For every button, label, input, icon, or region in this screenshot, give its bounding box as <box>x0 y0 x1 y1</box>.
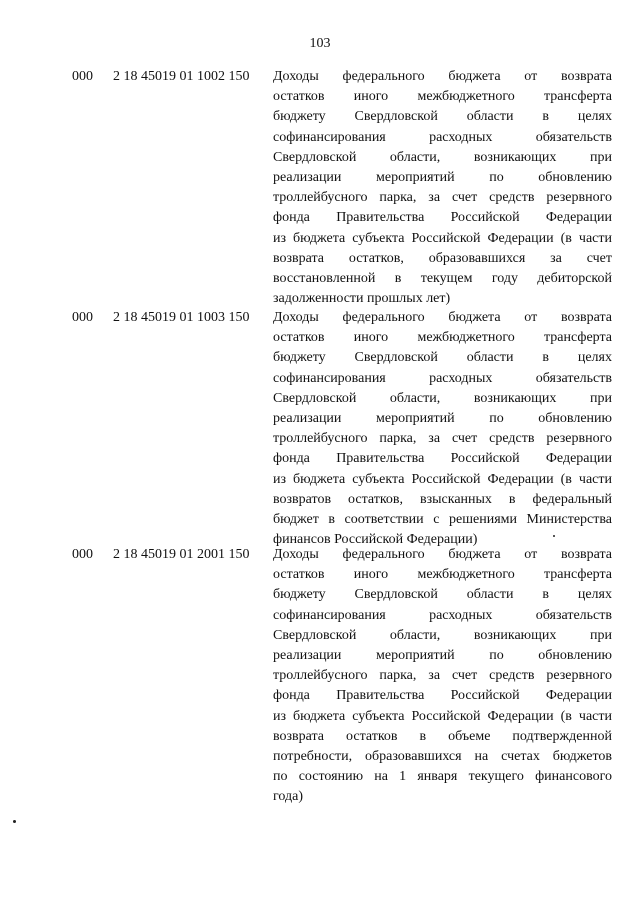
budget-classification-code: 2 18 45019 01 2001 150 <box>113 547 250 562</box>
description-line: Свердловской области, возникающих при <box>273 149 612 165</box>
description-line: бюджету Свердловской области в целях <box>273 350 612 366</box>
description-line: из бюджета субъекта Российской Федерации (в части <box>273 708 612 724</box>
description-line: фонда Правительства Российской Федерации <box>273 451 612 467</box>
description-line: по состоянию на 1 января текущего финансового <box>273 769 612 785</box>
description-line: софинансирования расходных обязательств <box>273 129 612 145</box>
description-line: реализации мероприятий по обновлению <box>273 410 612 426</box>
description-line: софинансирования расходных обязательств <box>273 370 612 386</box>
description-line: троллейбусного парка, за счет средств резервного <box>273 668 612 684</box>
description-line: бюджету Свердловской области в целях <box>273 109 612 125</box>
entry-1003 <box>0 308 640 553</box>
income-description <box>273 67 612 309</box>
description-line: троллейбусного парка, за счет средств резервного <box>273 431 612 447</box>
admin-code: 000 <box>72 69 93 84</box>
description-line: бюджету Свердловской области в целях <box>273 587 612 603</box>
income-description <box>273 308 612 550</box>
entry-1002 <box>0 67 640 312</box>
description-line: года) <box>273 789 303 805</box>
description-line: Доходы федерального бюджета от возврата <box>273 69 612 84</box>
description-line: реализации мероприятий по обновлению <box>273 169 612 185</box>
description-line: софинансирования расходных обязательств <box>273 607 612 623</box>
description-line: фонда Правительства Российской Федерации <box>273 210 612 226</box>
description-line: возврата остатков в объеме подтвержденной <box>273 728 612 744</box>
description-line: бюджет в соответствии с решениями Министерства <box>273 511 612 527</box>
budget-classification-code: 2 18 45019 01 1002 150 <box>113 69 250 84</box>
description-line: из бюджета субъекта Российской Федерации (в части <box>273 471 612 487</box>
description-line: Свердловской области, возникающих при <box>273 390 612 406</box>
income-description <box>273 545 612 807</box>
description-line: Доходы федерального бюджета от возврата <box>273 310 612 325</box>
description-line: Свердловской области, возникающих при <box>273 627 612 643</box>
description-line: Доходы федерального бюджета от возврата <box>273 547 612 562</box>
page-number: 103 <box>309 36 331 51</box>
admin-code: 000 <box>72 547 93 562</box>
description-line: остатков иного межбюджетного трансферта <box>273 89 612 105</box>
description-line: остатков иного межбюджетного трансферта <box>273 330 612 346</box>
description-line: фонда Правительства Российской Федерации <box>273 688 612 704</box>
description-line: троллейбусного парка, за счет средств резервного <box>273 190 612 206</box>
description-line: задолженности прошлых лет) <box>273 291 451 307</box>
description-line: потребности, образовавшихся на счетах бюджетов <box>273 748 612 764</box>
description-line: реализации мероприятий по обновлению <box>273 647 612 663</box>
admin-code: 000 <box>72 310 93 325</box>
description-line: восстановленной в текущем году дебиторской <box>273 270 612 286</box>
description-line: возвратов остатков, взысканных в федеральный <box>273 491 612 507</box>
description-line: финансов Российской Федерации) <box>273 532 478 548</box>
entry-2001 <box>0 545 640 810</box>
description-line: возврата остатков, образовавшихся за счет <box>273 250 612 266</box>
budget-classification-code: 2 18 45019 01 1003 150 <box>113 310 250 325</box>
scan-speck <box>13 820 16 823</box>
description-line: остатков иного межбюджетного трансферта <box>273 567 612 583</box>
description-line: из бюджета субъекта Российской Федерации (в части <box>273 230 612 246</box>
scan-speck <box>553 535 555 537</box>
